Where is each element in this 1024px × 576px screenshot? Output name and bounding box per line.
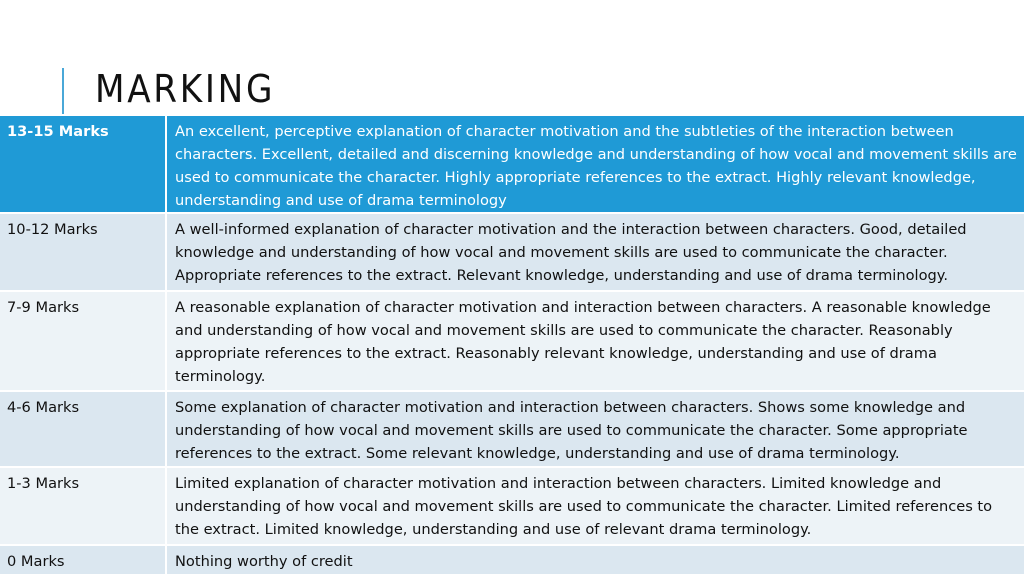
description-cell: Nothing worthy of credit xyxy=(166,545,1024,575)
marking-table xyxy=(0,116,1024,576)
grade-cell: 1-3 Marks xyxy=(0,467,166,545)
description-cell: Limited explanation of character motivation and interaction between characters. Limited knowledge and understanding of how vocal and movement skills are used to communicate the character. Limited references to the extract. Limited knowledge, understanding and use of relevant drama terminology. xyxy=(166,467,1024,545)
table-row-13-15 xyxy=(0,116,1024,213)
description-cell: Some explanation of character motivation and interaction between characters. Shows some knowledge and understanding of how vocal and movement skills are used to communicate the character. Some appropriate references to the extract. Some relevant knowledge, understanding and use of drama terminology. xyxy=(166,391,1024,467)
grade-cell: 10-12 Marks xyxy=(0,213,166,291)
title-accent-bar xyxy=(62,68,64,114)
table-row-1-3 xyxy=(0,467,1024,545)
table-row-10-12 xyxy=(0,213,1024,291)
grade-cell: 7-9 Marks xyxy=(0,291,166,391)
description-cell: A well-informed explanation of character motivation and the interaction between characters. Good, detailed knowledge and understanding of how vocal and movement skills are used to communicate the character. Appropriate references to the extract. Relevant knowledge, understanding and use of drama terminology. xyxy=(166,213,1024,291)
description-cell: An excellent, perceptive explanation of character motivation and the subtleties of the interaction between characters. Excellent, detailed and discerning knowledge and understanding of how vocal and movement skills are used to communicate the character. Highly appropriate references to the extract. Highly relevant knowledge, understanding and use of drama terminology xyxy=(166,116,1024,213)
description-cell: A reasonable explanation of character motivation and interaction between characters. A reasonable knowledge and understanding of how vocal and movement skills are used to communicate the character. Reasonably appropriate references to the extract. Reasonably relevant knowledge, understanding and use of drama terminology. xyxy=(166,291,1024,391)
table-row-4-6 xyxy=(0,391,1024,467)
table-row-7-9 xyxy=(0,291,1024,391)
table-row-0 xyxy=(0,545,1024,575)
grade-cell: 4-6 Marks xyxy=(0,391,166,467)
grade-cell: 0 Marks xyxy=(0,545,166,575)
page-title: MARKING xyxy=(95,67,276,111)
grade-cell: 13-15 Marks xyxy=(0,116,166,213)
